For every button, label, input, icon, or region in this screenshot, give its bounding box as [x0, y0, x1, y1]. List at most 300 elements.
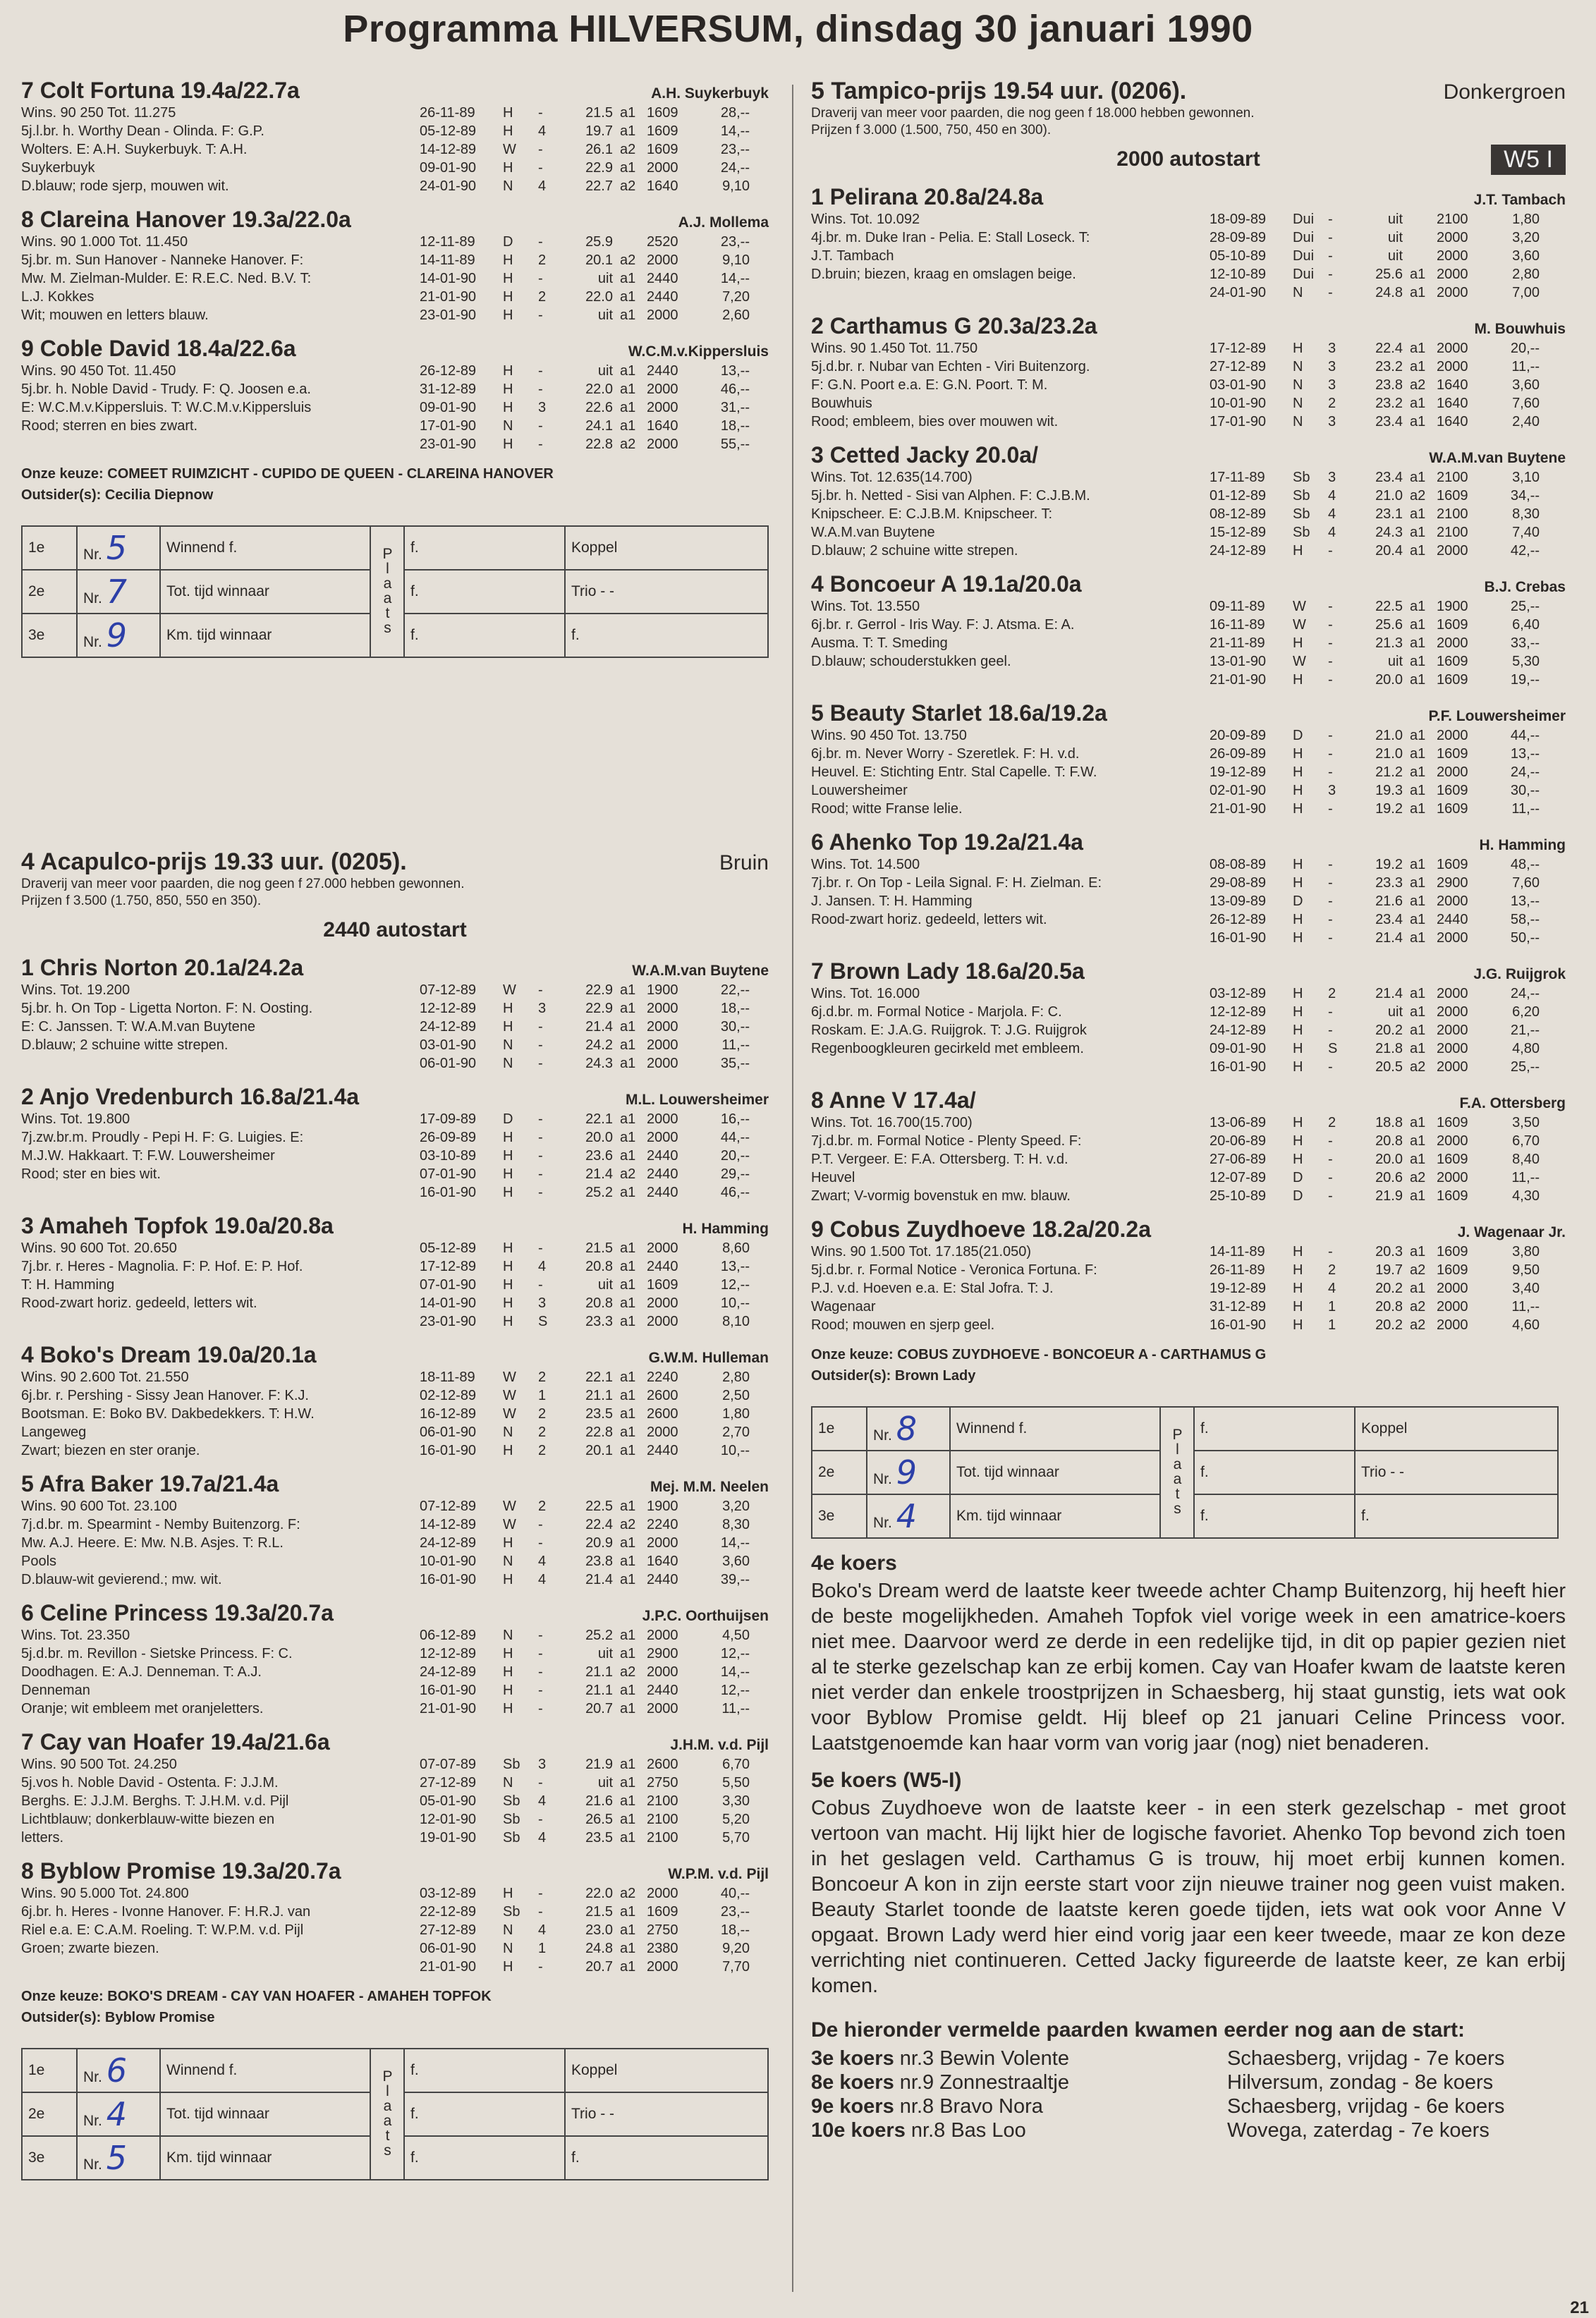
run-time: 22.4	[585, 1517, 613, 1532]
run-odds: 23,--	[720, 142, 750, 157]
run-time: 21.1	[585, 1683, 613, 1698]
run-odds: 7,60	[1512, 396, 1540, 411]
run-time: 23.4	[1375, 912, 1403, 927]
run-date: 24-12-89	[420, 1019, 477, 1035]
run-place: 2	[1328, 1115, 1336, 1130]
run-place: -	[1328, 1152, 1333, 1167]
horse-info-line: 4j.br. m. Duke Iran - Pelia. E: Stall Loseck. T:	[811, 230, 1090, 245]
run-distance: 1640	[1437, 396, 1468, 411]
run-date: 19-01-90	[420, 1830, 477, 1846]
result-nr-label: Nr.	[83, 634, 102, 650]
race-4-outsider: Outsider(s): Byblow Promise	[21, 2010, 215, 2025]
run-place: 2	[1328, 986, 1336, 1001]
run-track: H	[503, 1148, 513, 1164]
horse-number: 8	[21, 1858, 34, 1884]
run-date: 02-12-89	[420, 1388, 477, 1403]
run-track: H	[503, 1959, 513, 1975]
horse-info-line: Wins. 90 5.000 Tot. 24.800	[21, 1886, 189, 1901]
run-distance: 1609	[1437, 488, 1468, 504]
run-row	[420, 269, 769, 288]
run-date: 26-12-89	[1210, 912, 1267, 927]
run-time: 23.6	[585, 1148, 613, 1164]
run-track: Sb	[503, 1812, 520, 1827]
run-start: a1	[620, 1388, 636, 1403]
horse-number: 7	[811, 958, 824, 984]
run-distance: 2100	[1437, 470, 1468, 485]
run-start: a1	[1410, 1023, 1426, 1038]
run-place: 3	[1328, 341, 1336, 356]
race-5-keuze: Onze keuze: COBUS ZUYDHOEVE - BONCOEUR A - CARTHAMUS G	[811, 1347, 1267, 1362]
run-odds: 9,20	[722, 1941, 750, 1956]
run-time: 20.3	[1375, 1244, 1403, 1259]
run-time: 20.1	[585, 1443, 613, 1458]
run-place: -	[538, 1535, 543, 1551]
run-place: -	[1328, 672, 1333, 688]
run-track: Sb	[503, 1757, 520, 1772]
result-nr-label: Nr.	[83, 547, 102, 563]
run-track: Dui	[1293, 230, 1315, 245]
result-label: Tot. tijd winnaar	[950, 1451, 1160, 1494]
run-row	[1210, 616, 1566, 634]
run-time: 22.9	[585, 1001, 613, 1016]
race-5-conditions-2: Prijzen f 3.000 (1.500, 750, 450 en 300).	[811, 123, 1052, 138]
run-distance: 2000	[1437, 359, 1468, 374]
run-distance: 2000	[1437, 1059, 1468, 1075]
run-time: 21.0	[1375, 728, 1403, 743]
race-5-conditions-1: Draverij van meer voor paarden, die nog geen f 18.000 hebben gewonnen.	[811, 106, 1255, 121]
horse-info-line: Rood; witte Franse lelie.	[811, 801, 963, 817]
run-time: 21.4	[585, 1166, 613, 1182]
run-track: D	[503, 1111, 513, 1127]
run-row	[1210, 634, 1566, 652]
run-odds: 30,--	[1510, 783, 1540, 798]
run-date: 26-11-89	[420, 105, 475, 121]
run-date: 17-01-90	[1210, 414, 1267, 429]
run-time: 22.4	[1375, 341, 1403, 356]
run-row	[420, 1276, 769, 1294]
horse-body	[811, 1114, 1566, 1205]
run-track: H	[503, 1130, 513, 1145]
run-place: 4	[538, 1259, 547, 1274]
run-place: -	[538, 1019, 543, 1035]
result-f2: f.	[1355, 1494, 1558, 1538]
run-track: H	[503, 1019, 513, 1035]
horse-name-text: Pelirana 20.8a/24.8a	[829, 184, 1044, 209]
run-start: a1	[620, 1425, 636, 1440]
run-time: 22.0	[585, 289, 613, 305]
run-distance: 2000	[647, 1425, 678, 1440]
run-place: 2	[538, 1406, 547, 1422]
run-time: uit	[597, 307, 613, 323]
run-date: 14-11-89	[1210, 1244, 1265, 1259]
run-distance: 2000	[647, 307, 678, 323]
run-date: 06-01-90	[420, 1056, 477, 1071]
run-row	[1210, 1261, 1566, 1279]
run-time: 24.8	[1375, 285, 1403, 300]
horse-runs	[420, 104, 769, 195]
run-track: H	[503, 1185, 513, 1200]
run-odds: 39,--	[720, 1572, 750, 1587]
run-odds: 16,--	[720, 1111, 750, 1127]
run-row	[1210, 745, 1566, 763]
run-time: 20.8	[1375, 1299, 1403, 1314]
run-row	[420, 1368, 769, 1386]
earlier-race: 9e koers	[811, 2095, 894, 2118]
run-start: a1	[620, 105, 636, 121]
run-place: -	[538, 1812, 543, 1827]
horse-runs	[420, 362, 769, 453]
run-row	[1210, 505, 1566, 523]
run-place: -	[538, 234, 543, 250]
run-place: -	[538, 982, 543, 998]
result-row	[22, 2049, 768, 2092]
horse-driver: M. Bouwhuis	[1474, 321, 1566, 337]
run-distance: 2000	[647, 1535, 678, 1551]
run-odds: 48,--	[1510, 857, 1540, 872]
result-row	[22, 526, 768, 570]
run-row	[1210, 597, 1566, 616]
run-date: 16-01-90	[1210, 930, 1267, 946]
run-place: -	[1328, 801, 1333, 817]
run-row	[1210, 265, 1566, 283]
run-place: -	[538, 437, 543, 452]
run-distance: 1640	[1437, 414, 1468, 429]
horse-info-line: Regenboogkleuren gecirkeld met embleem.	[811, 1041, 1084, 1056]
horse-info	[21, 1239, 420, 1331]
run-time: 20.6	[1375, 1170, 1403, 1185]
result-f: f.	[404, 614, 565, 657]
result-trio: Trio - -	[1355, 1451, 1558, 1494]
run-odds: 58,--	[1510, 912, 1540, 927]
horse-name	[811, 829, 1083, 855]
horse-header	[21, 1084, 769, 1110]
run-date: 21-11-89	[1210, 635, 1265, 651]
run-date: 24-12-89	[420, 1664, 477, 1680]
run-place: -	[1328, 1244, 1333, 1259]
run-start: a1	[620, 160, 636, 176]
horse-number: 6	[811, 829, 824, 855]
run-start: a1	[620, 1185, 636, 1200]
run-odds: 5,70	[722, 1830, 750, 1846]
left-column	[21, 78, 769, 2180]
run-track: Sb	[1293, 525, 1310, 540]
run-distance: 2600	[647, 1388, 678, 1403]
run-track: H	[1293, 1262, 1303, 1278]
run-start: a1	[620, 418, 636, 434]
run-time: 19.3	[1375, 783, 1403, 798]
run-row	[1210, 1003, 1566, 1021]
run-time: 26.5	[585, 1812, 613, 1827]
run-start: a1	[1410, 1281, 1426, 1296]
horse-info-line: Wins. Tot. 13.550	[811, 599, 920, 614]
run-place: -	[538, 1628, 543, 1643]
run-row	[420, 1147, 769, 1165]
run-distance: 2440	[647, 1572, 678, 1587]
run-time: 19.7	[1375, 1262, 1403, 1278]
horse-number: 9	[21, 336, 34, 361]
run-start: a1	[620, 1757, 636, 1772]
run-row	[420, 1939, 769, 1958]
run-row	[420, 1128, 769, 1147]
earlier-starter-row	[811, 2070, 1566, 2094]
run-date: 17-09-89	[420, 1111, 477, 1127]
horse-driver: W.C.M.v.Kippersluis	[628, 343, 769, 360]
run-start: a1	[1410, 654, 1426, 669]
horse-info-line: Wins. 90 600 Tot. 20.650	[21, 1240, 177, 1256]
run-track: H	[1293, 857, 1303, 872]
run-odds: 34,--	[1510, 488, 1540, 504]
run-start: a1	[620, 1793, 636, 1809]
run-track: H	[1293, 1281, 1303, 1296]
run-time: 25.9	[585, 234, 613, 250]
run-distance: 2000	[647, 1628, 678, 1643]
result-nr-cell	[77, 2092, 160, 2136]
run-place: -	[538, 1037, 543, 1053]
run-distance: 1609	[1437, 746, 1468, 762]
run-date: 17-12-89	[1210, 341, 1267, 356]
run-date: 13-01-90	[1210, 654, 1267, 669]
run-start: a1	[1410, 1152, 1426, 1167]
horse-header	[811, 442, 1566, 468]
run-odds: 13,--	[720, 1259, 750, 1274]
run-odds: 13,--	[1510, 746, 1540, 762]
earlier-race: 3e koers	[811, 2047, 894, 2070]
run-place: 1	[538, 1388, 547, 1403]
result-trio: Trio - -	[565, 570, 768, 614]
horse-entry	[21, 1342, 769, 1460]
run-odds: 12,--	[720, 1683, 750, 1698]
run-start: a1	[620, 1019, 636, 1035]
run-distance: 1900	[647, 1499, 678, 1514]
run-date: 09-01-90	[420, 160, 477, 176]
run-track: N	[503, 1037, 513, 1053]
result-nr-cell	[867, 1451, 950, 1494]
result-f: f.	[404, 526, 565, 570]
run-start: a1	[620, 1295, 636, 1311]
run-start: a1	[620, 1812, 636, 1827]
run-time: 22.5	[1375, 599, 1403, 614]
run-time: 20.4	[1375, 543, 1403, 559]
run-row	[1210, 210, 1566, 228]
run-date: 17-11-89	[1210, 470, 1265, 485]
run-time: 20.8	[1375, 1133, 1403, 1149]
horse-driver: H. Hamming	[682, 1221, 769, 1237]
run-start: a1	[620, 1572, 636, 1587]
earlier-horse: nr.8 Bas Loo	[910, 2119, 1026, 2142]
run-date: 03-01-90	[1210, 377, 1267, 393]
run-odds: 7,40	[1512, 525, 1540, 540]
horse-header	[21, 336, 769, 362]
run-date: 24-12-89	[1210, 1023, 1267, 1038]
run-distance: 1609	[1437, 1115, 1468, 1130]
run-place: -	[538, 363, 543, 379]
run-place: 3	[1328, 377, 1336, 393]
run-track: H	[503, 1259, 513, 1274]
run-row	[1210, 283, 1566, 302]
run-odds: 2,50	[722, 1388, 750, 1403]
run-track: W	[503, 1499, 516, 1514]
run-row	[420, 1423, 769, 1441]
run-odds: 22,--	[720, 982, 750, 998]
run-date: 12-11-89	[420, 234, 475, 250]
run-place: 2	[538, 1443, 547, 1458]
run-place: -	[538, 1517, 543, 1532]
run-start: a2	[620, 178, 636, 194]
result-label: Winnend f.	[160, 526, 370, 570]
horse-name	[811, 1087, 976, 1114]
horse-runs	[1210, 726, 1566, 818]
result-koppel: Koppel	[565, 2049, 768, 2092]
run-place: -	[1328, 267, 1333, 282]
horse-info-line: Rood; mouwen en sjerp geel.	[811, 1317, 995, 1333]
run-odds: 14,--	[720, 271, 750, 286]
run-row	[1210, 1187, 1566, 1205]
run-date: 24-01-90	[1210, 285, 1267, 300]
run-track: H	[503, 1535, 513, 1551]
run-start: a2	[1410, 1059, 1426, 1075]
run-track: Sb	[503, 1904, 520, 1920]
horse-info-line: Riel e.a. E: C.A.M. Roeling. T: W.P.M. v.d. Pijl	[21, 1922, 304, 1938]
horse-body	[811, 339, 1566, 431]
run-odds: 18,--	[720, 418, 750, 434]
horse-body	[811, 210, 1566, 302]
run-distance: 1900	[647, 982, 678, 998]
run-row	[1210, 652, 1566, 671]
run-distance: 2000	[647, 252, 678, 268]
run-track: N	[503, 1554, 513, 1569]
run-row	[1210, 339, 1566, 358]
run-odds: 2,70	[722, 1425, 750, 1440]
run-odds: 12,--	[720, 1277, 750, 1293]
run-distance: 2440	[647, 1166, 678, 1182]
horse-driver: J.G. Ruijgrok	[1473, 966, 1566, 982]
run-track: H	[1293, 1152, 1303, 1167]
horse-info-line: Heuvel. E: Stichting Entr. Stal Capelle. T: F.W.	[811, 764, 1097, 780]
run-track: W	[503, 982, 516, 998]
run-date: 13-09-89	[1210, 893, 1267, 909]
horse-header	[21, 1471, 769, 1497]
result-koppel: Koppel	[565, 526, 768, 570]
run-track: H	[503, 289, 513, 305]
run-odds: 8,10	[722, 1314, 750, 1329]
run-time: 20.7	[585, 1959, 613, 1975]
horse-header	[21, 955, 769, 981]
earlier-starter-left	[811, 2094, 1227, 2118]
horse-number: 8	[811, 1087, 824, 1113]
run-odds: 20,--	[720, 1148, 750, 1164]
run-date: 23-01-90	[420, 1314, 477, 1329]
run-track: H	[503, 1701, 513, 1716]
run-track: H	[503, 1001, 513, 1016]
run-row	[1210, 984, 1566, 1003]
page-number: 21	[1570, 2298, 1589, 2317]
run-start: a1	[620, 307, 636, 323]
horse-info	[811, 726, 1210, 818]
run-time: 21.2	[1375, 764, 1403, 780]
horse-info-line: Wins. 90 1.450 Tot. 11.750	[811, 341, 978, 356]
horse-runs	[420, 1239, 769, 1331]
run-time: 18.8	[1375, 1115, 1403, 1130]
horse-info-line: D.blauw; 2 schuine witte strepen.	[21, 1037, 229, 1053]
result-f2: f.	[565, 2136, 768, 2180]
horse-info-line: 6j.br. r. Pershing - Sissy Jean Hanover. F: K.J.	[21, 1388, 309, 1403]
run-start: a1	[620, 1499, 636, 1514]
run-row	[420, 1054, 769, 1073]
horse-info-line: Zwart; V-vormig bovenstuk en mw. blauw.	[811, 1188, 1071, 1204]
run-distance: 2000	[647, 1019, 678, 1035]
run-start	[1410, 247, 1437, 265]
run-odds: 14,--	[720, 1664, 750, 1680]
horse-body	[21, 1755, 769, 1847]
horse-name	[21, 955, 303, 981]
run-track: H	[1293, 1244, 1303, 1259]
horse-number: 7	[21, 78, 34, 103]
run-time: 22.9	[585, 982, 613, 998]
run-start: a1	[620, 1056, 636, 1071]
run-start: a1	[620, 1148, 636, 1164]
race-4-horses	[21, 955, 769, 1976]
comment-race-4-text: Boko's Dream werd de laatste keer tweede achter Champ Buitenzorg, hij heeft hier de beste mogelijkheden. Amaheh Topfok viel vorige week in een amatrice-koers niet mee. Daarvoor werd ze derde in een redelijke tijd, in dit op papier gezien niet al te sterke gezelschap kan ze erbij komen. Cay van Hoafer kwam de laatste keren niet verder dan enkele troostprijzen in Schaesberg, hij staat gunstig, iets wat ook voor Byblow Promise geldt. Hij bleef op 21 januari Celine Princess voor. Laatstgenoemde kan haar vorm van vorig jaar (nog) niet benaderen.	[811, 1580, 1566, 1755]
run-distance: 2000	[647, 160, 678, 176]
horse-info-line: Wins. 90 600 Tot. 23.100	[21, 1499, 177, 1514]
run-distance: 2000	[647, 1130, 678, 1145]
horse-number: 2	[811, 313, 824, 338]
run-odds: 46,--	[720, 382, 750, 397]
run-start: a1	[1410, 525, 1426, 540]
handwritten-number: 5	[106, 2139, 127, 2177]
run-row	[420, 1903, 769, 1921]
run-time: uit	[597, 1277, 613, 1293]
run-time: 19.2	[1375, 801, 1403, 817]
horse-number: 3	[21, 1213, 34, 1238]
run-distance: 2000	[647, 1314, 678, 1329]
run-distance: 2000	[1437, 986, 1468, 1001]
run-distance: 2750	[647, 1775, 678, 1791]
run-odds: 13,--	[1510, 893, 1540, 909]
horse-entry	[21, 1213, 769, 1331]
run-odds: 9,10	[722, 252, 750, 268]
result-place: 2e	[22, 2092, 77, 2136]
run-start: a2	[1410, 1317, 1426, 1333]
run-distance: 1640	[647, 1554, 678, 1569]
horse-header	[811, 313, 1566, 339]
run-odds: 21,--	[1510, 1023, 1540, 1038]
run-distance: 2440	[647, 1683, 678, 1698]
horse-info	[21, 1626, 420, 1718]
run-place: 2	[538, 252, 547, 268]
run-place: 2	[1328, 1262, 1336, 1278]
run-track: H	[503, 363, 513, 379]
result-label: Km. tijd winnaar	[950, 1494, 1160, 1538]
run-distance: 1609	[647, 1277, 678, 1293]
run-odds: 31,--	[720, 400, 750, 415]
run-row	[1210, 1150, 1566, 1169]
horse-header	[21, 207, 769, 233]
run-place: -	[538, 1904, 543, 1920]
horse-entry	[21, 955, 769, 1073]
run-distance: 1609	[1437, 1188, 1468, 1204]
run-place: 3	[538, 1757, 547, 1772]
run-date: 03-01-90	[420, 1037, 477, 1053]
run-place: 4	[538, 1572, 547, 1587]
handwritten-number: 6	[106, 2051, 127, 2090]
run-row	[420, 1921, 769, 1939]
horse-info-line: Rood; sterren en bies zwart.	[21, 418, 198, 434]
run-date: 03-10-89	[420, 1148, 477, 1164]
run-track: H	[503, 123, 513, 139]
horse-number: 1	[21, 955, 34, 980]
run-track: H	[1293, 764, 1303, 780]
